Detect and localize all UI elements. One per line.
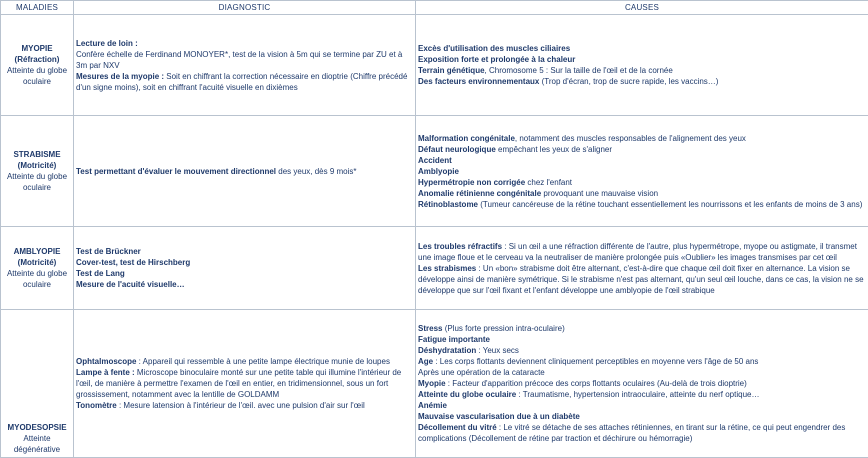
cause-text: : Le vitré se détache de ses attaches rétiniennes, en tirant sur la rétine, ce qui peut engendrer des complications (Décollement de rétine par traction et déchirure ou hémorragie) xyxy=(418,423,845,443)
cause-bold-text: Des facteurs environnementaux xyxy=(418,77,539,86)
cause-bold-text: Mauvaise vascularisation due à un diabète xyxy=(418,412,580,421)
cause-text: chez l'enfant xyxy=(525,178,572,187)
cause-line xyxy=(418,144,866,155)
cause-line xyxy=(418,188,866,199)
cause-bold-text: Les strabismes xyxy=(418,264,476,273)
maladie-cell xyxy=(1,15,74,116)
cause-line xyxy=(418,76,866,87)
cause-bold-text: Fatigue importante xyxy=(418,335,490,344)
cause-text: , notamment des muscles responsables de l'alignement des yeux xyxy=(515,134,746,143)
header-maladies: MALADIES xyxy=(1,1,74,15)
cause-text: : Les corps flottants deviennent cliniquement perceptibles en moyenne vers l'âge de 50 ans xyxy=(433,357,758,366)
diagnostic-text: : Mesure latension à l'intérieur de l'œil. avec une pulsion d'air sur l'œil xyxy=(117,401,365,410)
diagnostic-text: : Appareil qui ressemble à une petite lampe électrique munie de loupes xyxy=(136,357,390,366)
cause-line xyxy=(418,367,866,378)
diagnostic-bold-text: Ophtalmoscope xyxy=(76,357,136,366)
diagnostic-text: Soit en chiffrant la correction nécessaire en dioptrie (Chiffre précédé d'un signe moins), soit en chiffrant l'acuité visuelle en dixièmes xyxy=(76,72,407,92)
diagnostic-line xyxy=(76,367,413,400)
cause-bold-text: Excès d'utilisation des muscles ciliaires xyxy=(418,44,570,53)
diagnostic-bold-text: Mesure de l'acuité visuelle… xyxy=(76,280,185,289)
cause-line xyxy=(418,334,866,345)
cause-bold-text: Terrain génétique xyxy=(418,66,485,75)
cause-text: (Tumeur cancéreuse de la rétine touchant essentiellement les nourrissons et les enfants de moins de 3 ans) xyxy=(478,200,862,209)
diagnostic-cell xyxy=(74,310,416,458)
cause-text: Après une opération de la cataracte xyxy=(418,368,545,377)
cause-bold-text: Décollement du vitré xyxy=(418,423,497,432)
diagnostic-line xyxy=(76,257,413,268)
cause-line xyxy=(418,133,866,144)
cause-text: : Traumatisme, hypertension intraoculaire, atteinte du nerf optique… xyxy=(516,390,759,399)
causes-cell xyxy=(416,310,868,458)
causes-cell xyxy=(416,227,868,310)
diagnostic-line xyxy=(76,49,413,71)
cause-line xyxy=(418,43,866,54)
cause-bold-text: Anomalie rétinienne congénitale xyxy=(418,189,541,198)
diagnostic-line xyxy=(76,279,413,290)
table-row xyxy=(1,15,868,116)
diagnostic-bold-text: Test de Brückner xyxy=(76,247,141,256)
maladie-name: MYOPIE xyxy=(3,43,71,54)
diagnostic-line xyxy=(76,38,413,49)
cause-line xyxy=(418,323,866,334)
cause-bold-text: Age xyxy=(418,357,433,366)
maladie-description: Atteinte du globe oculaire xyxy=(3,268,71,290)
diagnostic-line xyxy=(76,356,413,367)
cause-text: (Plus forte pression intra-oculaire) xyxy=(442,324,564,333)
diagnostic-bold-text: Test permettant d'évaluer le mouvement directionnel xyxy=(76,167,276,176)
cause-line xyxy=(418,65,866,76)
cause-text: : Si un œil a une réfraction différente de l'autre, plus hypermétrope, myope ou astigmate, il transmet une image floue et le cerveau va la neutraliser de manière prolongée puis «Oublier» les images transmises par cet œil xyxy=(418,242,857,262)
header-causes: CAUSES xyxy=(416,1,868,15)
cause-line xyxy=(418,400,866,411)
table-row xyxy=(1,116,868,227)
diagnostic-line xyxy=(76,166,413,177)
diagnostic-cell xyxy=(74,116,416,227)
cause-text: : Facteur d'apparition précoce des corps flottants oculaires (Au-delà de trois dioptrie) xyxy=(446,379,747,388)
diagnostic-cell xyxy=(74,15,416,116)
cause-line xyxy=(418,345,866,356)
maladie-description: Atteinte du globe oculaire xyxy=(3,65,71,87)
cause-text: provoquant une mauvaise vision xyxy=(541,189,658,198)
diagnostic-bold-text: Tonomètre xyxy=(76,401,117,410)
cause-bold-text: Myopie xyxy=(418,379,446,388)
diagnostic-line xyxy=(76,400,413,411)
diagnostic-text: des yeux, dès 9 mois* xyxy=(276,167,356,176)
header-row xyxy=(1,1,868,15)
cause-text: , Chromosome 5 : Sur la taille de l'œil et de la cornée xyxy=(485,66,673,75)
cause-line xyxy=(418,378,866,389)
diagnostic-text: Microscope binoculaire monté sur une petite table qui illumine l'intérieur de l'œil, de manière à permettre l'examen de l'œil en entier, en tridimensionnel, sous un fort grossissement, notamment avec la lentille de GOLDAMM xyxy=(76,368,401,399)
diagnostic-text: Confère échelle de Ferdinand MONOYER*, test de la vision à 5m qui se termine par ZU et à 3m par NXV xyxy=(76,50,402,70)
maladie-description: Atteinte du globe oculaire xyxy=(3,171,71,193)
cause-bold-text: Les troubles réfractifs xyxy=(418,242,502,251)
table-row xyxy=(1,227,868,310)
cause-line xyxy=(418,356,866,367)
cause-line xyxy=(418,411,866,422)
cause-line xyxy=(418,166,866,177)
diagnostic-bold-text: Mesures de la myopie : xyxy=(76,72,164,81)
diagnostic-line xyxy=(76,268,413,279)
cause-bold-text: Amblyopie xyxy=(418,167,459,176)
cause-bold-text: Rétinoblastome xyxy=(418,200,478,209)
cause-line xyxy=(418,155,866,166)
causes-cell xyxy=(416,15,868,116)
diagnostic-bold-text: Lecture de loin : xyxy=(76,39,138,48)
maladie-name: MYODESOPSIE xyxy=(3,422,71,433)
cause-text: empêchant les yeux de s'aligner xyxy=(496,145,612,154)
cause-line xyxy=(418,199,866,210)
maladie-category: (Réfraction) xyxy=(3,54,71,65)
maladie-name: AMBLYOPIE xyxy=(3,246,71,257)
maladie-name: STRABISME xyxy=(3,149,71,160)
cause-bold-text: Exposition forte et prolongée à la chaleur xyxy=(418,55,575,64)
causes-cell xyxy=(416,116,868,227)
diagnostic-bold-text: Test de Lang xyxy=(76,269,125,278)
maladie-cell xyxy=(1,116,74,227)
cause-bold-text: Atteinte du globe oculaire xyxy=(418,390,516,399)
maladie-category: (Motricité) xyxy=(3,160,71,171)
cause-text: : Un «bon» strabisme doit être alternant, c'est-à-dire que chaque œil doit fixer en alternance. La vision se développe ainsi de manière symétrique. Si le strabisme n'est pas alternant, qu'un seul œil louche, dans ce cas, la vision ne se développe que sur l'œil fixant et l'enfant développe une amblyopie de l'œil strabique xyxy=(418,264,864,295)
diagnostic-line xyxy=(76,246,413,257)
table-row xyxy=(1,310,868,458)
cause-line xyxy=(418,263,866,296)
cause-bold-text: Déshydratation xyxy=(418,346,476,355)
cause-bold-text: Stress xyxy=(418,324,442,333)
diagnostic-bold-text: Lampe à fente : xyxy=(76,368,135,377)
diagnostic-line xyxy=(76,71,413,93)
maladie-category: (Motricité) xyxy=(3,257,71,268)
maladie-cell xyxy=(1,310,74,458)
cause-line xyxy=(418,177,866,188)
maladie-cell xyxy=(1,227,74,310)
cause-line xyxy=(418,54,866,65)
cause-bold-text: Défaut neurologique xyxy=(418,145,496,154)
cause-bold-text: Malformation congénitale xyxy=(418,134,515,143)
header-diagnostic: DIAGNOSTIC xyxy=(74,1,416,15)
maladie-description: Atteinte dégénérative xyxy=(3,433,71,455)
diagnostic-bold-text: Cover-test, test de Hirschberg xyxy=(76,258,190,267)
cause-bold-text: Anémie xyxy=(418,401,447,410)
diagnostic-cell xyxy=(74,227,416,310)
cause-text: : Yeux secs xyxy=(476,346,519,355)
cause-bold-text: Hypermétropie non corrigée xyxy=(418,178,525,187)
cause-line xyxy=(418,241,866,263)
cause-text: (Trop d'écran, trop de sucre rapide, les vaccins…) xyxy=(539,77,718,86)
cause-bold-text: Accident xyxy=(418,156,452,165)
cause-line xyxy=(418,422,866,444)
cause-line xyxy=(418,389,866,400)
